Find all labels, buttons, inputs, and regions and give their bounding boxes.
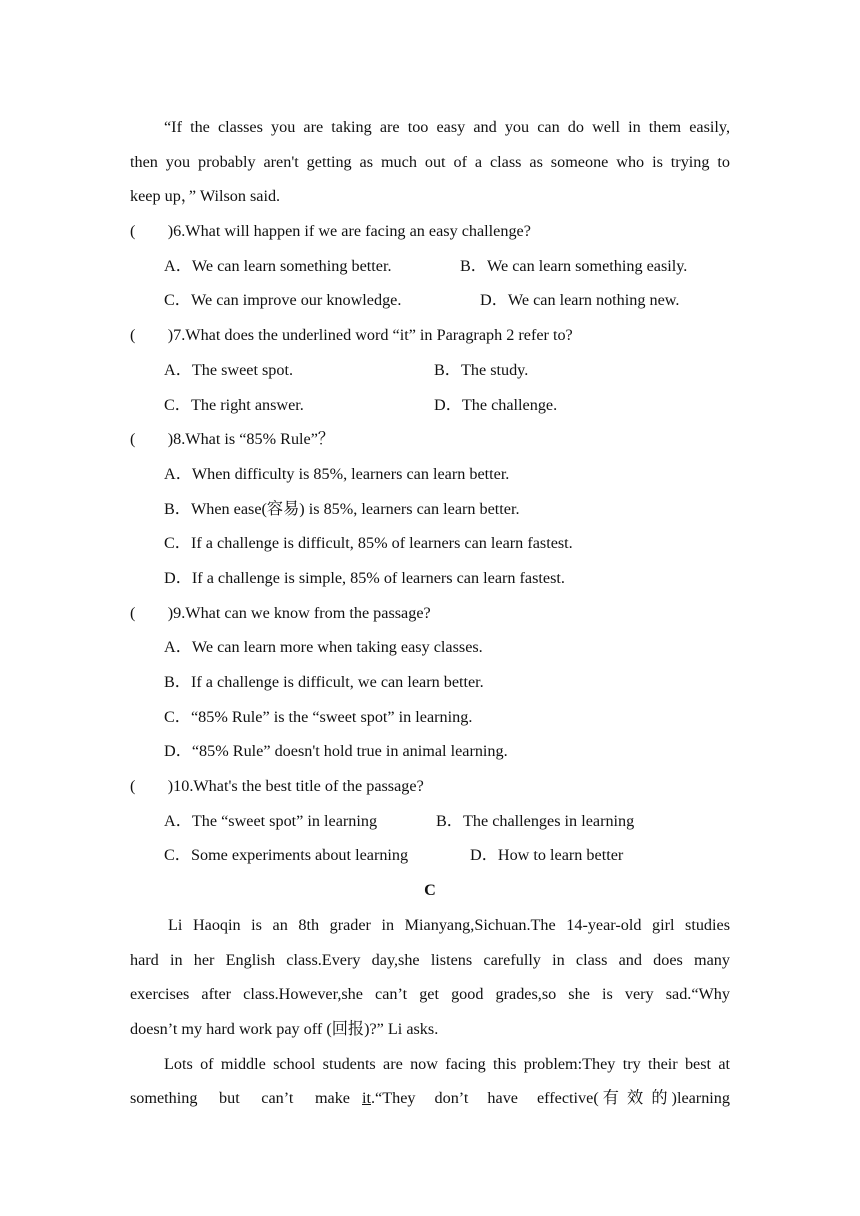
word: can’t	[261, 1089, 294, 1108]
passage-fragment-2	[350, 1081, 730, 1116]
option-d: D．We can learn nothing new.	[480, 291, 680, 310]
question-8-stem: ( )8.What is “85% Rule”？	[130, 430, 335, 449]
word: but	[219, 1089, 240, 1108]
question-6-stem: ( )6.What will happen if we are facing an easy challenge?	[130, 222, 531, 241]
passage-line: “If the classes you are taking are too easy and you can do well in them easily,	[164, 118, 730, 136]
question-6-options-row	[130, 249, 730, 284]
question-10-options-row	[130, 838, 730, 873]
word: make	[314, 1089, 350, 1108]
option-a: A．We can learn more when taking easy classes.	[164, 638, 483, 657]
question-7-options-row	[130, 388, 730, 423]
option-b: B．The study.	[434, 360, 529, 379]
option-d: D．The challenge.	[434, 395, 558, 414]
question-9-stem: ( )9.What can we know from the passage?	[130, 603, 431, 622]
question-6-options-row	[130, 283, 730, 318]
option-c: C．“85% Rule” is the “sweet spot” in learning.	[164, 707, 473, 726]
passage-line: Lots of middle school students are now facing this problem:They try their best at	[164, 1054, 730, 1073]
option-a: A．When difficulty is 85%, learners can learn better.	[164, 464, 510, 483]
option-a: A．The “sweet spot” in learning	[164, 811, 378, 830]
option-b: B．When ease(容易) is 85%, learners can learn better.	[164, 499, 520, 518]
word: effective( 有 效 的 )learning	[537, 1089, 730, 1108]
passage-line: Li Haoqin is an 8th grader in Mianyang,Sichuan.The 14-year-old girl studies	[168, 915, 730, 934]
word: don’t	[434, 1089, 469, 1108]
passage-line: keep up，” Wilson said.	[130, 187, 281, 206]
option-c: C．The right answer.	[164, 395, 304, 414]
underlined-word: it	[362, 1089, 371, 1108]
option-c: C．We can improve our knowledge.	[164, 291, 402, 310]
option-a: A．The sweet spot.	[164, 360, 294, 379]
option-a: A．We can learn something better.	[164, 256, 392, 275]
passage-line: doesn’t my hard work pay off (回报)?” Li asks.	[130, 1019, 439, 1038]
word: have	[487, 1089, 518, 1108]
question-7-options-row	[130, 353, 730, 388]
passage-line: then you probably aren't getting as much out of a class as someone who is trying to	[130, 152, 730, 171]
underlined-word-phrase: it.“They	[362, 1089, 416, 1108]
passage-line	[130, 1081, 730, 1116]
passage-fragment	[130, 1081, 350, 1116]
word: something	[130, 1089, 198, 1108]
option-d: D．“85% Rule” doesn't hold true in animal learning.	[164, 742, 508, 761]
question-7-stem: ( )7.What does the underlined word “it” in Paragraph 2 refer to?	[130, 326, 573, 345]
passage-line: hard in her English class.Every day,she listens carefully in class and does many	[130, 950, 730, 969]
option-b: B．We can learn something easily.	[460, 256, 688, 275]
option-b: B．The challenges in learning	[436, 811, 635, 830]
option-d: D．If a challenge is simple, 85% of learners can learn fastest.	[164, 568, 565, 587]
option-b: B．If a challenge is difficult, we can learn better.	[164, 673, 484, 691]
option-c: C．If a challenge is difficult, 85% of learners can learn fastest.	[164, 534, 573, 553]
option-d: D．How to learn better	[470, 846, 624, 865]
section-heading: C	[424, 881, 436, 900]
option-c: C．Some experiments about learning	[164, 846, 409, 865]
question-10-options-row	[130, 804, 730, 839]
question-10-stem: ( )10.What's the best title of the passage?	[130, 777, 424, 796]
worksheet-page	[130, 110, 730, 1116]
passage-line: exercises after class.However,she can’t get good grades,so she is very sad.“Why	[130, 985, 730, 1004]
